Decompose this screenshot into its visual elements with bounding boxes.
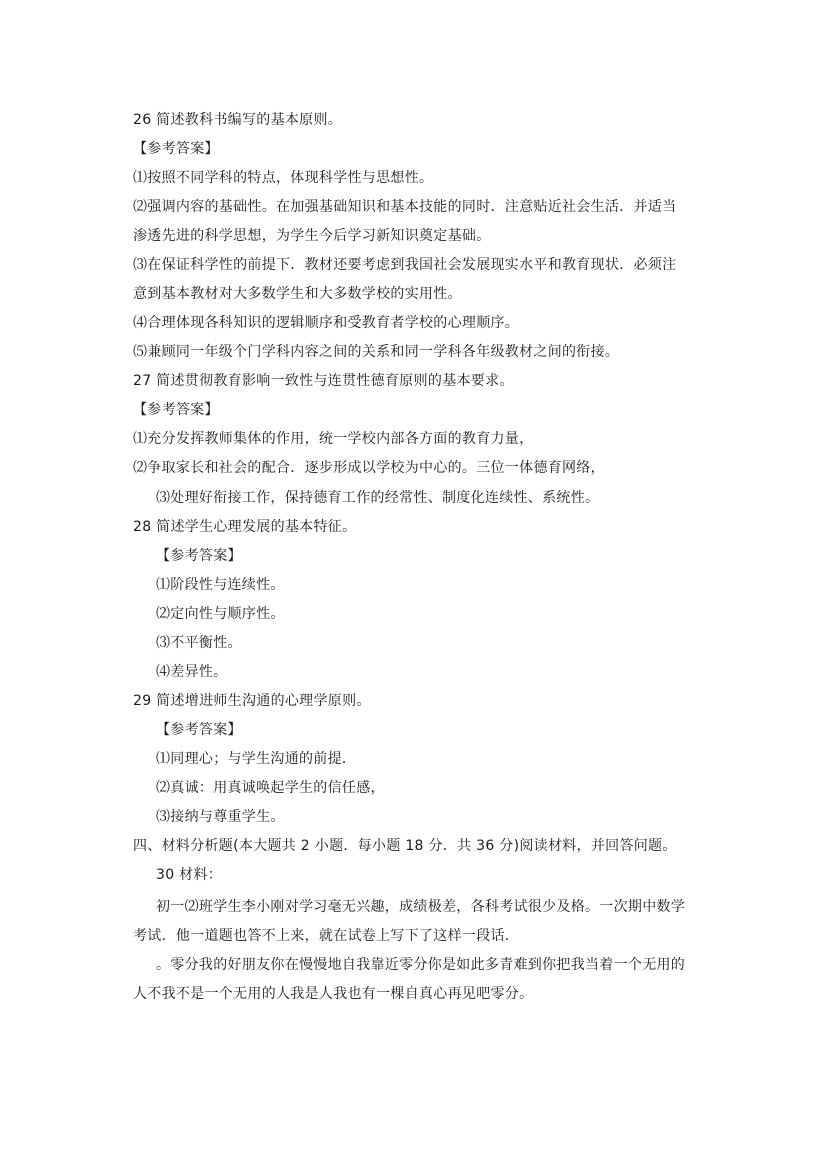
answer-line: ⑵真诚：用真诚唤起学生的信任感， [156,780,385,796]
answer-line: ⑸兼顾同一年级个门学科内容之间的关系和同一学科各年级教材之间的衔接。 [133,344,620,360]
section-four-heading: 四、材料分析题(本大题共 2 小题．每小题 18 分．共 36 分)阅读材料，并回答问题。 [133,838,677,854]
material-line: 初一⑵班学生李小刚对学习毫无兴趣，成绩极差，各科考试很少及格。一次期中数学 [156,899,686,915]
answer-line: ⑵定向性与顺序性。 [156,606,285,622]
answer-line: ⑴阶段性与连续性。 [156,577,285,593]
answer-line: 渗透先进的科学思想，为学生今后学习新知识奠定基础。 [133,228,491,244]
answer-line: ⑴同理心；与学生沟通的前提． [156,751,357,767]
question-26-title: 26 简述教科书编写的基本原则。 [133,112,343,128]
answer-line: ⑶处理好衔接工作，保持德育工作的经常性、制度化连续性、系统性。 [156,490,600,506]
answer-heading: 【参考答案】 [156,548,242,564]
answer-line: ⑶在保证科学性的前提下．教材还要考虑到我国社会发展现实水平和教育现状．必须注 [133,257,677,273]
answer-line: ⑵争取家长和社会的配合．逐步形成以学校为中心的。三位一体德育网络， [133,460,605,476]
answer-heading: 【参考答案】 [133,402,219,418]
answer-line: 意到基本教材对大多数学生和大多数学校的实用性。 [133,286,462,302]
material-line: 人不我不是一个无用的人我是人我也有一棵自真心再见吧零分。 [133,986,534,1002]
question-29-title: 29 简述增进师生沟通的心理学原则。 [133,693,371,709]
material-line: 。零分我的好朋友你在慢慢地自我靠近零分你是如此多青难到你把我当着一个无用的 [156,957,686,973]
answer-line: ⑶不平衡性。 [156,635,242,651]
answer-line: ⑴按照不同学科的特点，体现科学性与思想性。 [133,170,434,186]
material-line: 考试．他一道题也答不上来，就在试卷上写下了这样一段话． [133,928,520,944]
question-28-title: 28 简述学生心理发展的基本特征。 [133,519,357,535]
answer-line: ⑵强调内容的基础性。在加强基础知识和基本技能的同时．注意贴近社会生活．并适当 [133,199,677,215]
answer-line: ⑷合理体现各科知识的逻辑顺序和受教育者学校的心理顺序。 [133,315,520,331]
answer-line: ⑴充分发挥教师集体的作用，统一学校内部各方面的教育力量， [133,431,534,447]
answer-line: ⑷差异性。 [156,664,228,680]
question-27-title: 27 简述贯彻教育影响一致性与连贯性德育原则的基本要求。 [133,373,514,389]
answer-heading: 【参考答案】 [133,141,219,157]
answer-heading: 【参考答案】 [156,722,242,738]
answer-line: ⑶接纳与尊重学生。 [156,809,285,825]
question-30-title: 30 材料： [156,867,223,883]
